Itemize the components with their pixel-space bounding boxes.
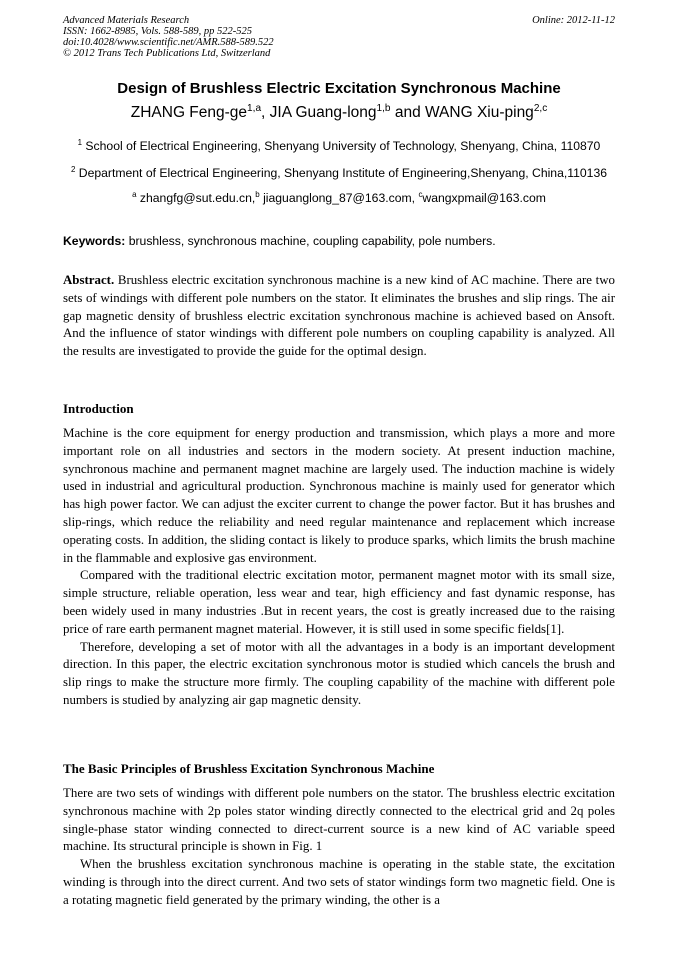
email-a[interactable]: zhangfg@sut.edu.cn, xyxy=(136,191,256,205)
abstract-text: Brushless electric excitation synchronous machine is a new kind of AC machine. There are two sets of windings with different pole numbers on the stator. It eliminates the brushes and slip rings. The air gap magnetic density of brushless electric excitation synchronous machine is achieved based on Ansoft. And the influence of stator windings with different pole numbers on coupling capability is analyzed. All the results are investigated to provide the guide for the optimal design. xyxy=(63,273,615,359)
abstract-label: Abstract. xyxy=(63,273,115,287)
author-3: and WANG Xiu-ping xyxy=(390,104,534,121)
principles-heading: The Basic Principles of Brushless Excitation Synchronous Machine xyxy=(63,761,435,776)
email-b[interactable]: jiaguanglong_87@163.com, xyxy=(259,191,419,205)
principles-paragraph-2: When the brushless excitation synchronous machine is operating in the stable state, the excitation winding is through into the direct current. And two sets of stator windings form two magnetic field. One is a rotating magnetic field generated by the primary winding, the other is a xyxy=(63,857,615,907)
email-c-sup: c xyxy=(418,189,423,199)
copyright-line: © 2012 Trans Tech Publications Ltd, Switzerland xyxy=(63,48,271,59)
abstract xyxy=(63,272,615,361)
intro-paragraph-2: Compared with the traditional electric excitation motor, permanent magnet motor with its small size, simple structure, reliable operation, less wear and tear, high efficiency and fast dynamic response, has been widely used in many industries .But in recent years, the cost is greatly increased due to the raising price of rare earth permanent magnet material. However, it is still used in some specific fields[1]. xyxy=(63,568,615,636)
email-line xyxy=(0,191,678,205)
journal-name: Advanced Materials Research xyxy=(63,15,190,26)
principles-paragraph-1: There are two sets of windings with different pole numbers on the stator. The brushless electric excitation synchronous machine with 2p poles stator winding directly connected to the electrical grid and 2q poles single-phase stator winding connected to direct-current source is a new kind of AC variable speed machine. Its structural principle is shown in Fig. 1 xyxy=(63,786,615,854)
paper-title: Design of Brushless Electric Excitation Synchronous Machine xyxy=(117,80,561,97)
affiliation-2-text: Department of Electrical Engineering, Shenyang Institute of Engineering,Shenyang, China,110136 xyxy=(75,166,608,180)
issn-line: ISSN: 1662-8985, Vols. 588-589, pp 522-525 xyxy=(63,26,252,37)
keywords-text: brushless, synchronous machine, coupling capability, pole numbers. xyxy=(125,234,496,248)
keywords-label: Keywords: xyxy=(63,234,126,248)
author-2: , JIA Guang-long xyxy=(261,104,377,121)
principles-body xyxy=(63,785,615,910)
author-1: ZHANG Feng-ge xyxy=(130,104,248,121)
journal-header xyxy=(63,15,615,59)
affiliation-2-sup: 2 xyxy=(70,164,76,174)
email-b-sup: b xyxy=(255,189,260,199)
doi-line: doi:10.4028/www.scientific.net/AMR.588-589.522 xyxy=(63,37,274,48)
email-c[interactable]: wangxpmail@163.com xyxy=(422,191,546,205)
introduction-body xyxy=(63,425,615,710)
affiliation-1-text: School of Electrical Engineering, Shenyang University of Technology, Shenyang, China, 110870 xyxy=(82,139,601,153)
online-date: Online: 2012-11-12 xyxy=(532,15,615,26)
author-2-sup: 1,b xyxy=(376,102,391,114)
affiliation-1-sup: 1 xyxy=(77,137,83,147)
intro-paragraph-1: Machine is the core equipment for energy production and transmission, which plays a more and more important role on all industries and sectors in the modern society. At present induction machine, synchronous machine and permanent magnet machine are largely used. The induction machine is widely used in industrial and agricultural production. Synchronous machine is mainly used for generator which has high power factor. We can adjust the exciter current to change the power factor. But it has brushes and slip-rings, which reduce the reliability and need regular maintenance and replacement which increase operating costs. In addition, the sliding contact is likely to produce sparks, which limits the brush machine in the flammable and explosive gas environment. xyxy=(63,426,615,565)
author-line xyxy=(0,104,678,122)
author-3-sup: 2,c xyxy=(533,102,548,114)
affiliation-2 xyxy=(0,166,678,180)
intro-paragraph-3: Therefore, developing a set of motor with all the advantages in a body is an important development direction. In this paper, the electric excitation synchronous motor is studied which cancels the brush and slip rings to make the structure more firmly. The coupling capability of the machine with different pole numbers is studied by analyzing air gap magnetic density. xyxy=(63,639,615,707)
affiliation-1 xyxy=(0,139,678,153)
keywords xyxy=(63,234,496,248)
introduction-heading: Introduction xyxy=(63,401,134,416)
author-1-sup: 1,a xyxy=(247,102,262,114)
email-a-sup: a xyxy=(132,189,137,199)
